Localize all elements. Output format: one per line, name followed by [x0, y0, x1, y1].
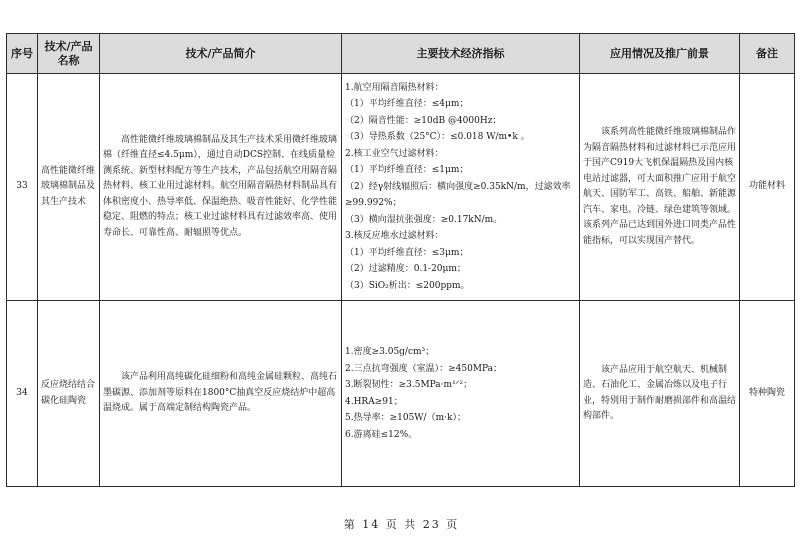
indicator-line: （3）横向湿抗张强度：≥0.17kN/m。: [345, 214, 503, 225]
indicator-line: 5.热导率：≥105W/（m·k）；: [345, 413, 466, 423]
row-intro: 该产品利用高纯碳化硅细粉和高纯金属硅颗粒、高纯石墨碳源、添加剂等原料在1800°C抽真空反应烧结炉中超高温烧成。属于高端定制结构陶瓷产品。: [100, 301, 342, 487]
page-number: 第 14 页 共 23 页: [343, 518, 460, 531]
indicator-line: 2.三点抗弯强度（室温）：≥450MPa；: [345, 363, 503, 374]
header-no: 序号: [7, 34, 38, 74]
indicator-line: （3）SiO₂析出：≤200ppm。: [345, 280, 470, 291]
row-intro: 高性能微纤维玻璃棉制品及其生产技术采用微纤维玻璃棉（纤维直径≤4.5μm），通过自动DCS控制、在线质量检测系统、新型材料配方等生产技术，产品包括航空用隔音隔热材料、核工业用过滤材料。航空用隔音隔热材料制品具有体积密度小、热导率低、保温绝热、吸音性能好、化学性能稳定、阻燃的特点；核工业过滤材料具有过滤效率高、使用寿命长、可靠性高、耐辐照等优点。: [100, 74, 342, 301]
technology-table: [6, 33, 795, 487]
header-intro: 技术/产品简介: [100, 34, 342, 74]
header-indicators: 主要技术经济指标: [342, 34, 580, 74]
indicator-line: （2）隔音性能：≥10dB @4000Hz；: [345, 115, 502, 126]
indicator-line: （1）平均纤维直径：≤1μm；: [345, 165, 469, 176]
indicator-line: （2）过滤精度：0.1-20μm；: [345, 264, 466, 275]
table-header-row: [7, 34, 795, 74]
header-prospects: 应用情况及推广前景: [580, 34, 740, 74]
table-row: [7, 74, 795, 301]
row-remarks: 功能材料: [740, 74, 795, 301]
indicator-line: 2.核工业空气过滤材料：: [345, 148, 444, 159]
indicator-line: （3）导热系数（25°C）：≤0.018 W/m•k 。: [345, 132, 530, 143]
header-name: 技术/产品 名称: [38, 34, 100, 74]
indicator-line: 6.游离硅≤12%。: [345, 429, 418, 440]
row-indicators: [342, 74, 580, 301]
row-indicators: [342, 301, 580, 487]
indicator-line: 1.航空用隔音隔热材料：: [345, 82, 444, 93]
row-prospects: 该系列高性能微纤维玻璃棉制品作为隔音隔热材料和过滤材料已示范应用于国产C919大飞机保温隔热及国内核电站过滤器，可大面积推广应用于航空航天、国防军工、高铁、船舶、新能源汽车、家电、冷链、绿色建筑等领域。该系列产品已达到国外进口同类产品性能指标，可以实现国产替代。: [580, 74, 740, 301]
row-remarks: 特种陶瓷: [740, 301, 795, 487]
table-row: [7, 301, 795, 487]
indicator-line: 1.密度≥3.05g/cm³；: [345, 347, 435, 357]
row-no: 33: [7, 74, 38, 301]
indicator-line: （1）平均纤维直径：≤4μm；: [345, 99, 469, 110]
indicator-line: （1）平均纤维直径：≤3μm；: [345, 247, 469, 258]
indicator-line: 3.核反应堆水过滤材料：: [345, 231, 444, 242]
row-no: 34: [7, 301, 38, 487]
indicator-line: 3.断裂韧性：≥3.5MPa·m¹ᐟ²；: [345, 380, 473, 390]
indicator-line: 4.HRA≥91；: [345, 396, 403, 407]
indicator-line: ≥99.992%；: [345, 198, 402, 209]
row-prospects: 该产品应用于航空航天、机械制造、石油化工、金属冶炼以及电子行业，特别用于制作耐磨损部件和高温结构部件。: [580, 301, 740, 487]
row-name: 高性能微纤维玻璃棉制品及其生产技术: [38, 74, 100, 301]
header-remarks: 备注: [740, 34, 795, 74]
row-name: 反应烧结结合碳化硅陶瓷: [38, 301, 100, 487]
indicator-line: （2）经γ射线辐照后：横向强度≥0.35kN/m，过滤效率: [345, 181, 571, 192]
